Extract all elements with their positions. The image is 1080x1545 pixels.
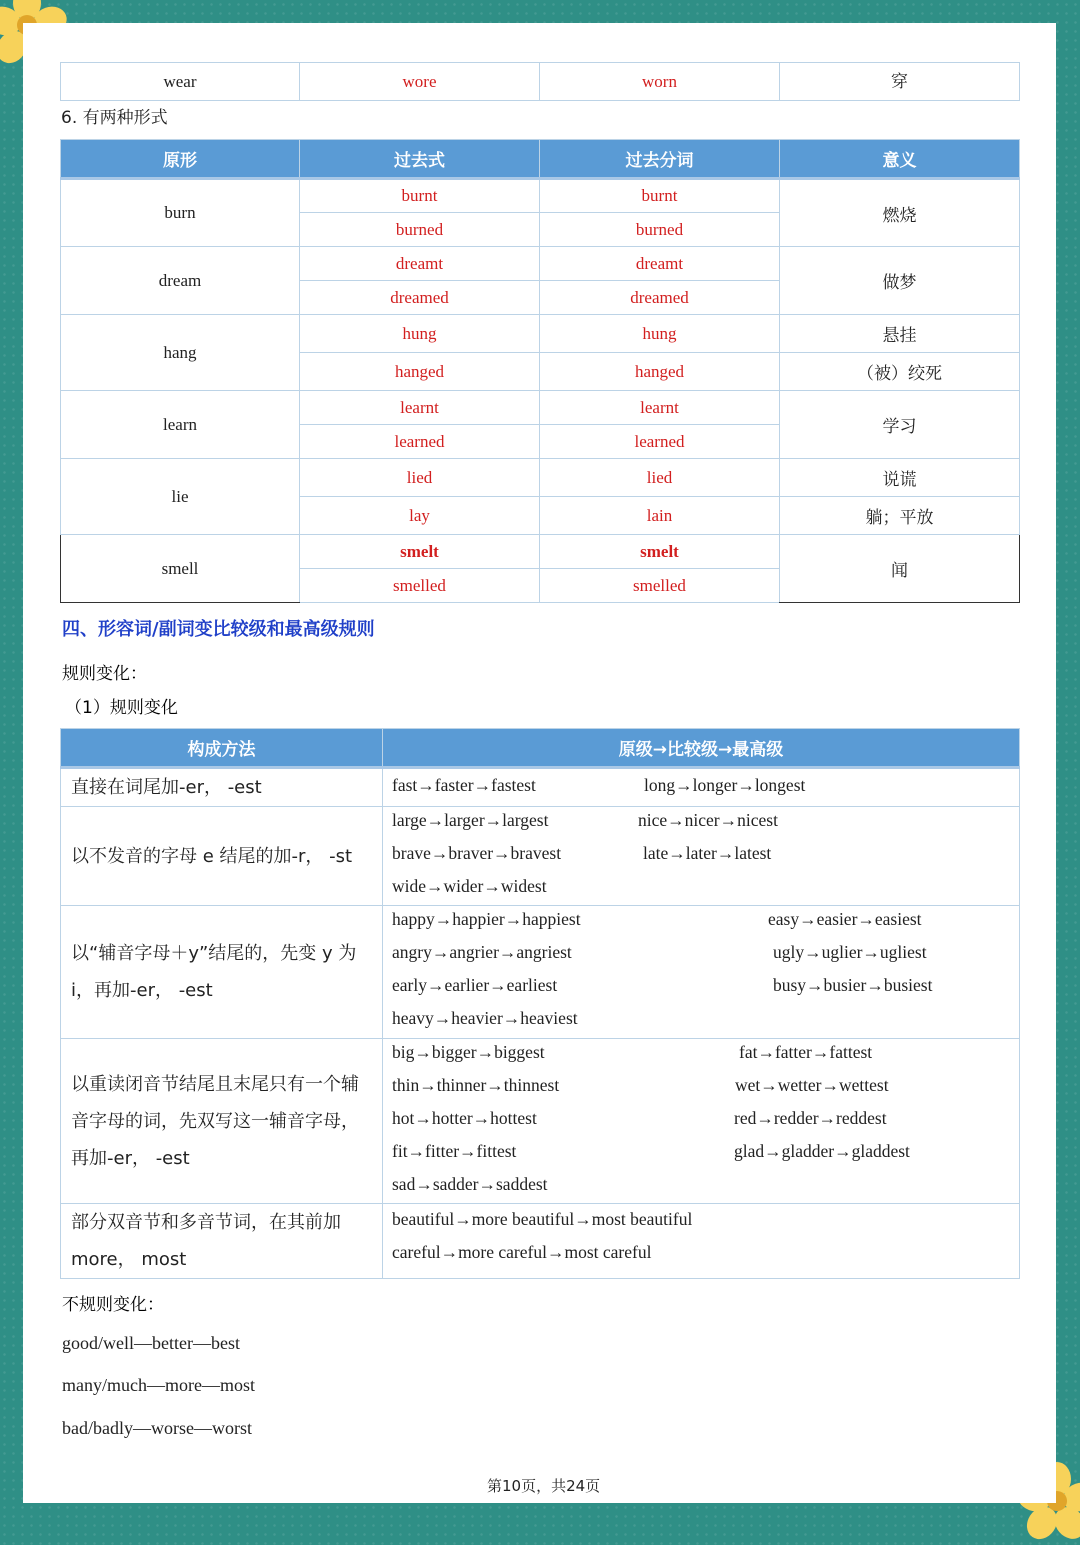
past-form-1: dreamt xyxy=(300,247,540,281)
past-form-2: dreamed xyxy=(300,281,540,315)
header-past-tense: 过去式 xyxy=(300,140,540,179)
header-forms: 原级→比较级→最高级 xyxy=(383,729,1020,768)
example-item: fit→fitter→fittest xyxy=(392,1141,517,1161)
example-item: easy→easier→easiest xyxy=(768,909,922,929)
past-form-2: lay xyxy=(300,497,540,535)
rule-method: 以重读闭音节结尾且末尾只有一个辅音字母的词，先双写这一辅音字母，再加-er， -est xyxy=(61,1039,383,1204)
past-form-1: learnt xyxy=(300,391,540,425)
example-item: sad→sadder→saddest xyxy=(392,1174,548,1194)
past-form-1: smelt xyxy=(300,535,540,569)
pp-form-2: hanged xyxy=(540,353,780,391)
example-item: nice→nicer→nicest xyxy=(638,810,778,830)
table-row-base: lie xyxy=(61,459,300,535)
pp-form-1: burnt xyxy=(540,179,780,213)
rule-examples xyxy=(383,768,1020,807)
table-row-base: hang xyxy=(61,315,300,391)
example-item: wide→wider→widest xyxy=(392,876,547,896)
example-item: wet→wetter→wettest xyxy=(735,1075,889,1095)
section-6-title: 6. 有两种形式 xyxy=(61,108,168,128)
table-row-base: learn xyxy=(61,391,300,459)
meaning-cell: 学习 xyxy=(780,391,1020,459)
rule-examples xyxy=(383,1204,1020,1279)
example-item: careful→more careful→most careful xyxy=(392,1242,652,1262)
pp-form-2: learned xyxy=(540,425,780,459)
example-item: busy→busier→busiest xyxy=(773,975,933,995)
regular-change-sublabel: （1）规则变化 xyxy=(65,698,178,718)
irregular-item: bad/badly—worse—worst xyxy=(62,1418,252,1438)
meaning-cell: 悬挂 xyxy=(780,315,1020,353)
example-item: heavy→heavier→heaviest xyxy=(392,1008,578,1028)
rule-method: 直接在词尾加-er， -est xyxy=(61,768,383,807)
past-form-2: burned xyxy=(300,213,540,247)
rule-method: 以“辅音字母＋y”结尾的，先变 y 为 i，再加-er， -est xyxy=(61,906,383,1039)
section-4-heading: 四、形容词/副词变比较级和最高级规则 xyxy=(62,619,375,640)
pp-form-1: learnt xyxy=(540,391,780,425)
meaning-cell: 说谎 xyxy=(780,459,1020,497)
page-number-footer: 第10页，共24页 xyxy=(487,1477,601,1495)
meaning-cell: 做梦 xyxy=(780,247,1020,315)
base-form-cell: wear xyxy=(61,63,300,101)
meaning-cell: 穿 xyxy=(780,63,1020,101)
rule-examples xyxy=(383,906,1020,1039)
past-tense-cell: wore xyxy=(300,63,540,101)
pp-form-2: dreamed xyxy=(540,281,780,315)
meaning-cell: （被）绞死 xyxy=(780,353,1020,391)
example-item: glad→gladder→gladdest xyxy=(734,1141,910,1161)
irregular-item: many/much—more—most xyxy=(62,1375,255,1395)
meaning-cell: 躺；平放 xyxy=(780,497,1020,535)
pp-form-1: dreamt xyxy=(540,247,780,281)
irregular-item: good/well—better—best xyxy=(62,1333,240,1353)
pp-form-2: lain xyxy=(540,497,780,535)
two-forms-table xyxy=(60,139,1020,603)
table-row-base: smell xyxy=(61,535,300,603)
rule-method: 部分双音节和多音节词，在其前加 more， most xyxy=(61,1204,383,1279)
example-item: happy→happier→happiest xyxy=(392,909,581,929)
past-form-2: smelled xyxy=(300,569,540,603)
pp-form-2: smelled xyxy=(540,569,780,603)
example-item: big→bigger→biggest xyxy=(392,1042,545,1062)
example-item: beautiful→more beautiful→most beautiful xyxy=(392,1209,693,1229)
past-form-2: learned xyxy=(300,425,540,459)
example-item: late→later→latest xyxy=(643,843,772,863)
pp-form-1: lied xyxy=(540,459,780,497)
past-form-2: hanged xyxy=(300,353,540,391)
rule-method: 以不发音的字母 e 结尾的加-r， -st xyxy=(61,807,383,906)
rule-examples xyxy=(383,807,1020,906)
example-item: ugly→uglier→ugliest xyxy=(773,942,927,962)
comparison-rules-table xyxy=(60,728,1020,1279)
header-base-form: 原形 xyxy=(61,140,300,179)
example-item: brave→braver→bravest xyxy=(392,843,562,863)
header-method: 构成方法 xyxy=(61,729,383,768)
example-item: early→earlier→earliest xyxy=(392,975,558,995)
past-form-1: burnt xyxy=(300,179,540,213)
continuation-row-table xyxy=(60,62,1020,101)
example-item: long→longer→longest xyxy=(644,775,806,795)
table-row-base: burn xyxy=(61,179,300,247)
example-item: hot→hotter→hottest xyxy=(392,1108,537,1128)
meaning-cell: 闻 xyxy=(780,535,1020,603)
example-item: thin→thinner→thinnest xyxy=(392,1075,560,1095)
meaning-cell: 燃烧 xyxy=(780,179,1020,247)
pp-form-1: hung xyxy=(540,315,780,353)
rule-examples xyxy=(383,1039,1020,1204)
table-row-base: dream xyxy=(61,247,300,315)
example-item: red→redder→reddest xyxy=(734,1108,887,1128)
header-past-participle: 过去分词 xyxy=(540,140,780,179)
example-item: fat→fatter→fattest xyxy=(739,1042,873,1062)
irregular-change-label: 不规则变化： xyxy=(62,1295,164,1315)
example-item: angry→angrier→angriest xyxy=(392,942,572,962)
past-form-1: lied xyxy=(300,459,540,497)
example-item: fast→faster→fastest xyxy=(392,775,536,795)
pp-form-1: smelt xyxy=(540,535,780,569)
header-meaning: 意义 xyxy=(780,140,1020,179)
example-item: large→larger→largest xyxy=(392,810,549,830)
document-page xyxy=(23,23,1056,1503)
pp-form-2: burned xyxy=(540,213,780,247)
past-form-1: hung xyxy=(300,315,540,353)
regular-change-label: 规则变化： xyxy=(62,664,147,684)
past-participle-cell: worn xyxy=(540,63,780,101)
